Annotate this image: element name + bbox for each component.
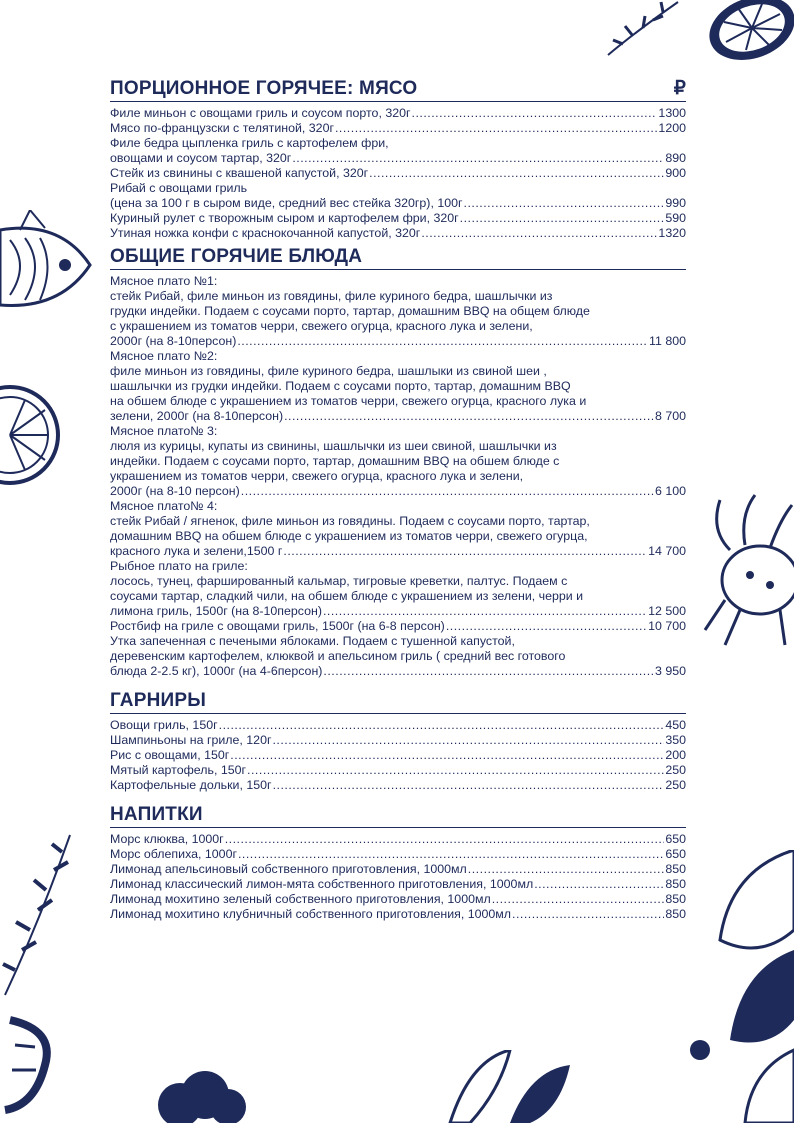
- platter-desc: Утка запеченная с печеными яблоками. Подаем с тушенной капустой,: [110, 634, 515, 648]
- herbs-illustration: [430, 1050, 580, 1123]
- platter-desc: лосось, тунец, фаршированный кальмар, тигровые креветки, палтус. Подаем с: [110, 574, 568, 588]
- menu-item: [110, 226, 686, 241]
- menu-item: [110, 907, 686, 922]
- item-price: 250: [665, 763, 686, 777]
- menu-item: [110, 862, 686, 877]
- menu-item: [110, 718, 686, 733]
- menu-item: [110, 151, 686, 166]
- shrimp-illustration: [0, 1010, 60, 1123]
- platter-desc: деревенским картофелем, клюквой и апельсином гриль ( средний вес готового: [110, 649, 566, 663]
- section-title: ГАРНИРЫ: [110, 690, 207, 711]
- item-name-line: Рибай с овощами гриль: [110, 181, 248, 195]
- menu-item: [110, 748, 686, 763]
- item-price: 890: [665, 151, 686, 165]
- item-name: овощами и соусом тартар, 320г: [110, 151, 292, 165]
- item-price: 850: [665, 907, 686, 921]
- section-header-drinks: [110, 804, 686, 828]
- platter-name: Мясное плато№ 4:: [110, 499, 218, 513]
- item-price: 350: [665, 733, 686, 747]
- rosemary-top-icon: [598, 0, 688, 60]
- menu-item: [110, 778, 686, 793]
- item-name-line: Филе бедра цыпленка гриль с картофелем фри,: [110, 136, 389, 150]
- section-header-hot: [110, 246, 686, 270]
- menu-item: [110, 544, 686, 559]
- rosemary-left-icon: [0, 830, 80, 1000]
- item-price: 8 700: [654, 409, 686, 423]
- section-title: ПОРЦИОННОЕ ГОРЯЧЕЕ: МЯСО: [110, 78, 418, 99]
- menu-item: [110, 166, 686, 181]
- item-price: 1300: [658, 106, 686, 120]
- item-name: красного лука и зелени,1500 г: [110, 544, 283, 558]
- section-title: НАПИТКИ: [110, 804, 203, 825]
- menu-item: [110, 121, 686, 136]
- item-name: зелени, 2000г (на 8-10персон): [110, 409, 284, 423]
- section-header-sides: [110, 690, 686, 714]
- item-name: 2000г (на 8-10персон): [110, 334, 237, 348]
- item-name: Куриный рулет с творожным сыром и картофелем фри, 320г: [110, 211, 459, 225]
- menu-item: [110, 484, 686, 499]
- menu-item: [110, 334, 686, 349]
- item-price: 200: [665, 748, 686, 762]
- item-price: 900: [665, 166, 686, 180]
- item-name: Филе миньон с овощами гриль и соусом порто, 320г: [110, 106, 411, 120]
- item-name: Шампиньоны на гриле, 120г: [110, 733, 272, 747]
- platter-desc: стейк Рибай, филе миньон из говядины, филе куриного бедра, шашлычки из: [110, 289, 553, 303]
- item-price: 14 700: [648, 544, 686, 558]
- menu-item: [110, 604, 686, 619]
- fish-illustration: [0, 210, 100, 320]
- item-name: Лимонад мохитино зеленый собственного приготовления, 1000мл: [110, 892, 491, 906]
- platter-desc: с украшением из томатов черри, свежего огурца, красного лука и зелени,: [110, 319, 533, 333]
- item-name: Мятый картофель, 150г: [110, 763, 247, 777]
- platter-desc: грудки индейки. Подаем с соусами порто, тартар, домашним BBQ на общем блюде: [110, 304, 590, 318]
- menu-item: [110, 211, 686, 226]
- section-header-meat: [110, 77, 686, 102]
- item-price: 11 800: [649, 334, 686, 348]
- item-price: 450: [665, 718, 686, 732]
- item-name: Морс облепиха, 1000г: [110, 847, 237, 861]
- menu-item: [110, 619, 686, 634]
- item-price: 990: [665, 196, 686, 210]
- item-name: (цена за 100 г в сыром виде, средний вес стейка 320гр), 100г: [110, 196, 463, 210]
- platter-desc: стейк Рибай / ягненок, филе миньон из говядины. Подаем с соусами порто, тартар,: [110, 514, 590, 528]
- item-name: блюда 2-2.5 кг), 1000г (на 4-6персон): [110, 664, 323, 678]
- platter-desc: соусами тартар, сладкий чили, на обшем блюде с украшением из зелени, черри и: [110, 589, 584, 603]
- menu-item: [110, 409, 686, 424]
- item-price: 850: [665, 877, 686, 891]
- lemon-slice-illustration: [0, 380, 60, 490]
- item-name: лимона гриль, 1500г (на 8-10персон): [110, 604, 322, 618]
- item-price: 6 100: [654, 484, 686, 498]
- item-price: 10 700: [648, 619, 686, 633]
- platter-desc: люля из курицы, купаты из свинины, шашлычки из шеи свиной, шашлычки из: [110, 439, 557, 453]
- item-name: Утиная ножка конфи с краснокочанной капустой, 320г: [110, 226, 421, 240]
- item-price: 250: [665, 778, 686, 792]
- platter-name: Мясное плато№ 3:: [110, 424, 218, 438]
- menu-item: [110, 664, 686, 679]
- menu-item: [110, 877, 686, 892]
- platter-desc: на обшем блюде с украшением из томатов черри, свежего огурца, красного лука и: [110, 394, 587, 408]
- item-price: 650: [665, 832, 686, 846]
- item-name: Картофельные дольки, 150г: [110, 778, 272, 792]
- platter-name: Мясное плато №2:: [110, 349, 218, 363]
- section-title: ОБЩИЕ ГОРЯЧИЕ БЛЮДА: [110, 246, 363, 267]
- item-name: Стейк из свинины с квашеной капустой, 320г: [110, 166, 369, 180]
- item-price: 3 950: [654, 664, 686, 678]
- item-name: Морс клюква, 1000г: [110, 832, 224, 846]
- menu-item: [110, 832, 686, 847]
- menu-item: [110, 763, 686, 778]
- item-name: Лимонад мохитино клубничный собственного приготовления, 1000мл: [110, 907, 512, 921]
- platter-desc: шашлычки из грудки индейки. Подаем с соусами порто, тартар, домашним BBQ: [110, 379, 571, 393]
- platter-desc: украшением из томатов черри, свежего огурца, красного лука и зелени,: [110, 469, 524, 483]
- menu-item: [110, 847, 686, 862]
- item-name: Овощи гриль, 150г: [110, 718, 218, 732]
- item-price: 590: [665, 211, 686, 225]
- item-name: Ростбиф на гриле с овощами гриль, 1500г (на 6-8 персон): [110, 619, 445, 633]
- item-price: 850: [665, 862, 686, 876]
- item-name: Мясо по-французски с телятиной, 320г: [110, 121, 334, 135]
- basil-illustration: [690, 850, 794, 1123]
- menu-item: [110, 106, 686, 121]
- platter-name: Рыбное плато на гриле:: [110, 559, 248, 573]
- platter-desc: индейки. Подаем с соусами порто, тартар, домашним BBQ на обшем блюде с: [110, 454, 560, 468]
- broccoli-illustration: [150, 1065, 250, 1123]
- platter-name: Мясное плато №1:: [110, 274, 218, 288]
- item-price: 650: [665, 847, 686, 861]
- menu-item: [110, 733, 686, 748]
- item-name: Лимонад классический лимон-мята собственного приготовления, 1000мл: [110, 877, 534, 891]
- item-price: 1320: [658, 226, 686, 240]
- menu-item: [110, 892, 686, 907]
- menu-content: [110, 72, 686, 922]
- platter-desc: филе миньон из говядины, филе куриного бедра, шашлыки из свиной шеи ,: [110, 364, 547, 378]
- platter-desc: домашним BBQ на обшем блюде с украшением из томатов черри, свежего огурца,: [110, 529, 588, 543]
- currency-label: ₽: [673, 78, 686, 99]
- crab-illustration: [700, 490, 794, 650]
- item-price: 12 500: [648, 604, 686, 618]
- lemon-illustration: [690, 0, 794, 80]
- item-name: Рис с овощами, 150г: [110, 748, 230, 762]
- item-price: 1200: [658, 121, 686, 135]
- menu-item: [110, 196, 686, 211]
- item-name: 2000г (на 8-10 персон): [110, 484, 240, 498]
- item-price: 850: [665, 892, 686, 906]
- item-name: Лимонад апельсиновый собственного приготовления, 1000мл: [110, 862, 467, 876]
